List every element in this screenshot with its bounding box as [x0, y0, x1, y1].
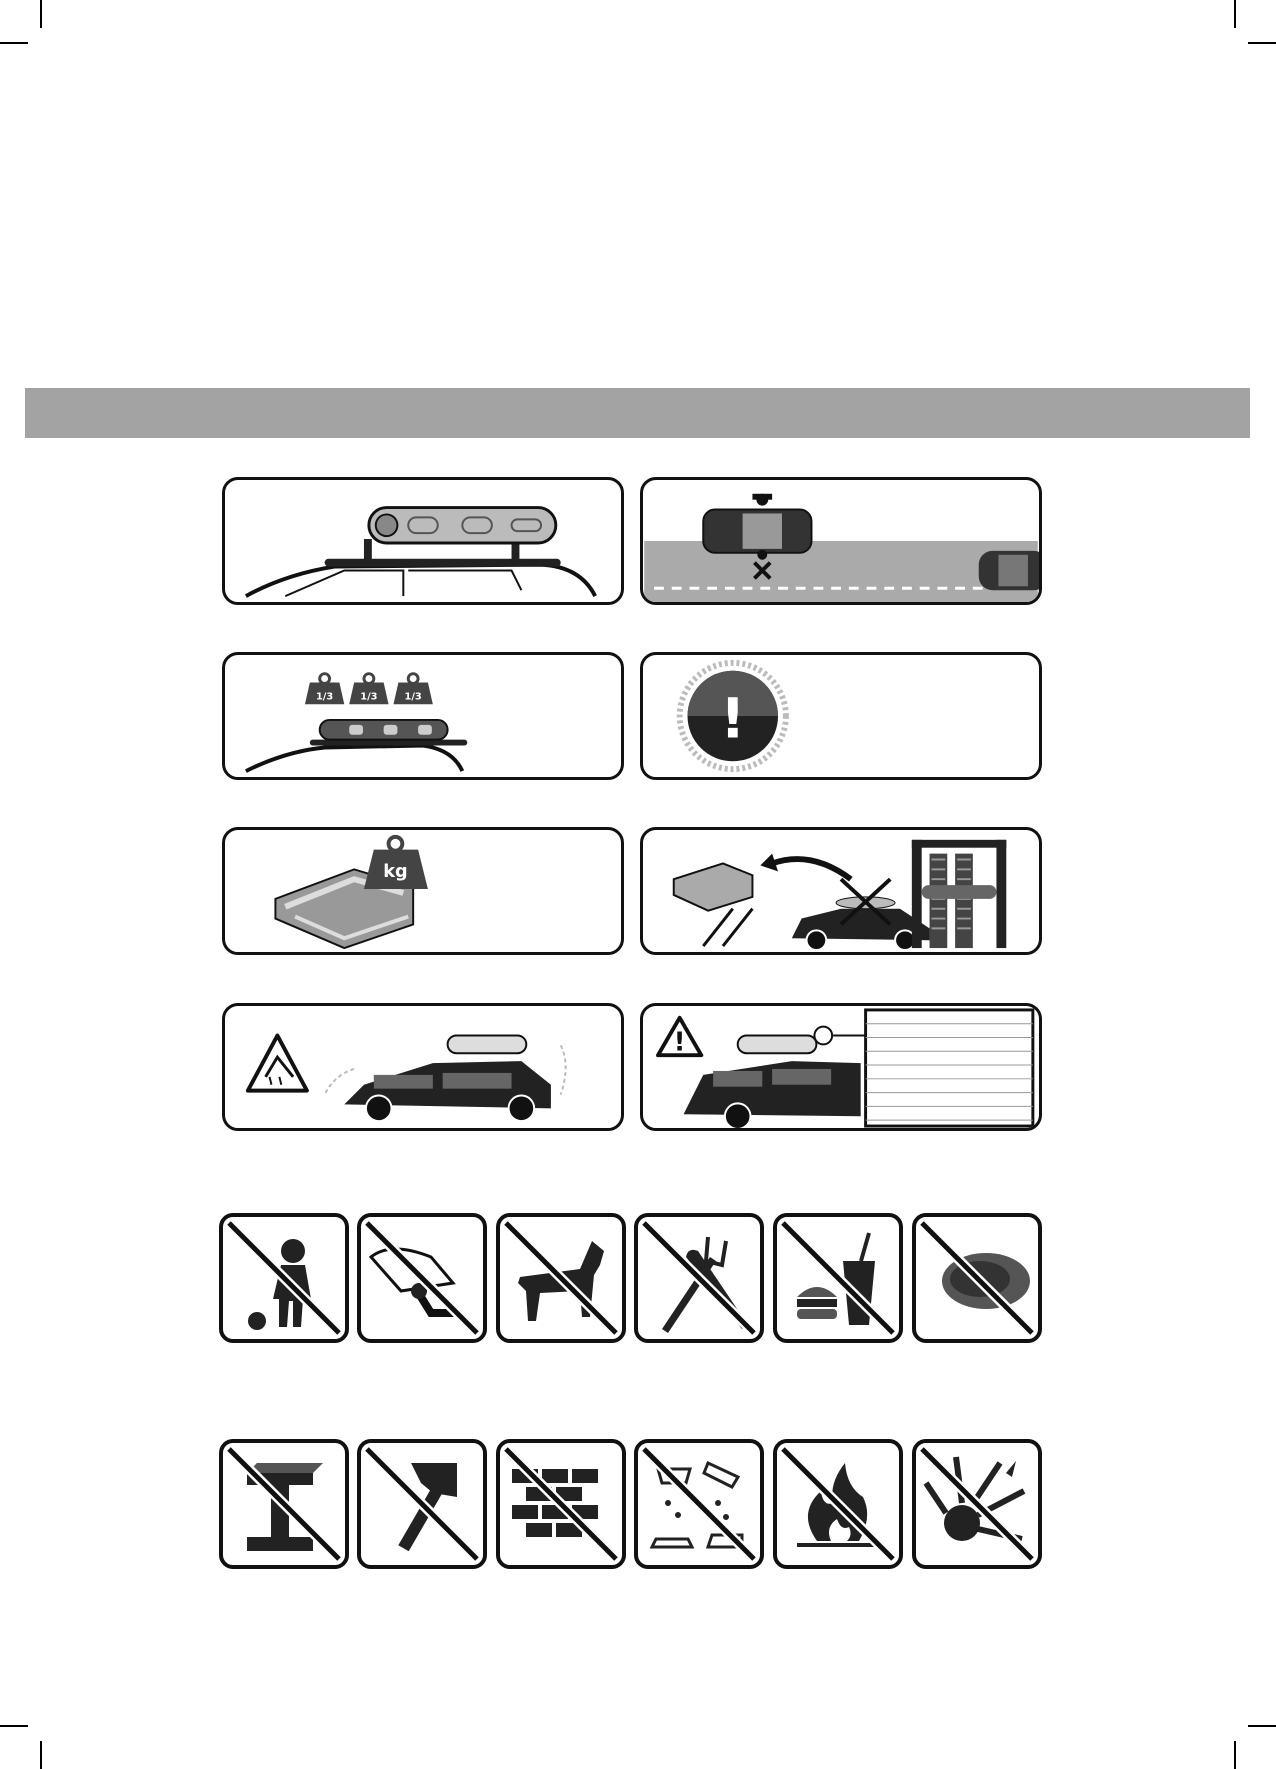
clearance-warning-symbol: ! — [673, 1027, 686, 1058]
load-distribution-panel — [222, 652, 624, 780]
no-corrosive-icon — [634, 1439, 764, 1569]
load-share-label: 1/3 — [360, 691, 378, 703]
height-clearance-warning-icon — [643, 1006, 1039, 1128]
box-weight-icon — [225, 830, 621, 952]
load-share-label: 1/3 — [315, 691, 334, 703]
load-share-label: 1/3 — [404, 691, 422, 703]
crop-mark — [40, 1741, 42, 1769]
box-weight-panel — [222, 827, 624, 955]
weight-label: kg — [383, 862, 408, 883]
crop-mark — [0, 1725, 28, 1727]
crop-mark — [1248, 42, 1276, 44]
no-loose-granules-icon — [912, 1213, 1042, 1343]
no-axe-icon — [357, 1439, 487, 1569]
crop-mark — [0, 42, 28, 44]
no-food-drink-icon — [773, 1213, 903, 1343]
no-explosives-icon — [912, 1439, 1042, 1569]
no-bricks-icon — [496, 1439, 626, 1569]
speedometer-warning-icon — [643, 655, 1039, 777]
crop-mark — [40, 0, 42, 28]
crosswind-warning-panel — [222, 1003, 624, 1131]
even-load-distribution-icon — [225, 655, 621, 777]
crosswind-warning-symbol: ! — [226, 1006, 227, 1007]
no-pets-icon — [496, 1213, 626, 1343]
roof-box-mounted-panel — [222, 477, 624, 605]
crop-mark — [1234, 1741, 1236, 1769]
no-person-under-box-icon — [357, 1213, 487, 1343]
crosswind-warning-icon — [225, 1006, 621, 1128]
crop-mark — [1248, 1725, 1276, 1727]
section-header-band — [25, 388, 1250, 438]
clearance-warning-panel — [640, 1003, 1042, 1131]
speed-warning-symbol: ! — [720, 686, 746, 751]
no-steel-beam-icon — [219, 1439, 349, 1569]
loading-side-panel — [640, 477, 1042, 605]
no-children-icon — [219, 1213, 349, 1343]
remove-before-carwash-panel — [640, 827, 1042, 955]
load-from-curb-side-icon — [643, 480, 1039, 602]
no-cutlery-icon — [634, 1213, 764, 1343]
crop-mark — [1234, 0, 1236, 28]
car-wash-removal-icon — [643, 830, 1039, 952]
speed-warning-panel — [640, 652, 1042, 780]
roof-box-on-car-icon — [225, 480, 621, 602]
no-flammable-icon — [773, 1439, 903, 1569]
